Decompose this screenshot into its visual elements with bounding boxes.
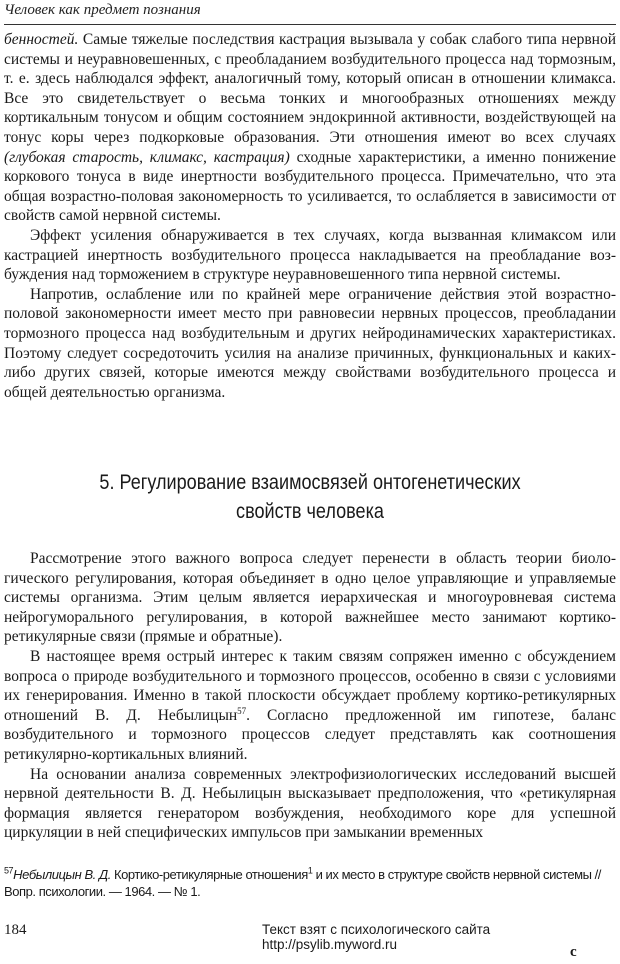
footnote-superscript: 1 <box>307 865 313 876</box>
paragraph <box>4 30 616 226</box>
italic-lead: бенностей. <box>4 31 79 48</box>
footnote-number: 57 <box>4 865 14 876</box>
footnote <box>4 866 616 900</box>
text-run: . Согласно предложенной им гипотезе, баланс возбудительного и тормозного процессов следует представлять как соотношения ретикулярно-кортикальных влияний. <box>4 706 616 763</box>
text-run: В настоящее время острый интерес к таким связям сопряжен именно с обсуждением вопроса о природе возбудительного и тормозного процессов, особенно в связи с условиями их генерирования. Именно в такой плоскости обсуждает проблему кортико-ретикулярных отношений В. Д. Небылицын <box>4 647 616 724</box>
header-rule <box>4 24 616 25</box>
section-heading-line: 5. Регулирование взаимосвязей онтогенетических <box>99 471 521 494</box>
corner-mark: c <box>570 944 577 960</box>
source-note: Текст взят с психологического сайта http://psylib.myword.ru <box>262 922 491 952</box>
running-head: Человек как предмет познания <box>4 2 201 18</box>
body-text-bottom <box>4 549 616 843</box>
body-text-top <box>4 30 616 402</box>
footnote-title: Кортико-ретикулярные отношения <box>110 867 308 882</box>
italic-phrase: (глубокая старость, климакс, кастрация) <box>4 148 290 166</box>
text-run: Самые тяжелые последствия кастрация вызывала у собак слабого типа нервной системы и неуравновешенных, с преобладанием возбудительного процесса над тормозным, т. е. здесь наблюдался эффект, аналогичный тому, который описан в отношении климакса. Все это свидетельствует о весьма тонких и многообразных отношениях между кортикальным тонусом и общим состоянием эндокринной активности, воздействующей на тонус коры через подкорковые образования. Эти отношения имеют во всех случаях <box>4 31 616 146</box>
paragraph: На основании анализа современных электрофизиологических исследований высшей нервной деятельности В. Д. Небылицын высказывает предположения, что «ретикулярная формация является генератором возбуждения, необходимого коре для успешной циркуляции в ней специфических импульсов при замыкании временных <box>4 765 616 842</box>
page-number: 184 <box>4 922 27 938</box>
paragraph: Эффект усиления обнаруживается в тех случаях, когда вызванная климаксом или кастрацией инертность возбудительного процесса накладывается на преобладание возбуждения над торможением в структуре неуравновешенного типа нервной системы. <box>4 226 616 284</box>
paragraph: Рассмотрение этого важного вопроса следует перенести в область теории биологического регулирования, которая объединяет в одно целое управляющие и управляемые системы организма. Этим целым является иерархическая и многоуровневая система нейрогуморального регулирования, в которой важнейшее место занимают кортико-ретикулярные связи (прямые и обратные). <box>4 550 616 646</box>
section-heading-line: свойств человека <box>236 500 384 523</box>
footnote-ref: 57 <box>237 705 247 716</box>
paragraph: Напротив, ослабление или по крайней мере ограничение действия этой возрастно-половой закономерности имеет место при равновесии нервных процессов, преобладании тормозного процесса над возбудительным и других нейродинамических характеристиках. Поэтому следует сосредоточить усилия на анализе причинных, функциональных и каких-либо других связей, которые имеются между свойствами возбудительного процесса и общей деятельностью организма. <box>4 285 616 401</box>
text-run: сходные характеристики, а именно понижение коркового тонуса в виде инертности возбудительного процесса. Примечательно, что эта общая возрастно-половая закономерность то усиливается, то ослабляется в зависимости от свойств самой нервной системы. <box>4 148 616 225</box>
footnote-rest: и их место в структуре свойств нервной системы // Вопр. психологии. — 1964. — № 1. <box>4 867 601 899</box>
section-heading <box>43 468 576 526</box>
paragraph <box>4 647 616 765</box>
footnote-author: Небылицын В. Д. <box>13 867 111 882</box>
